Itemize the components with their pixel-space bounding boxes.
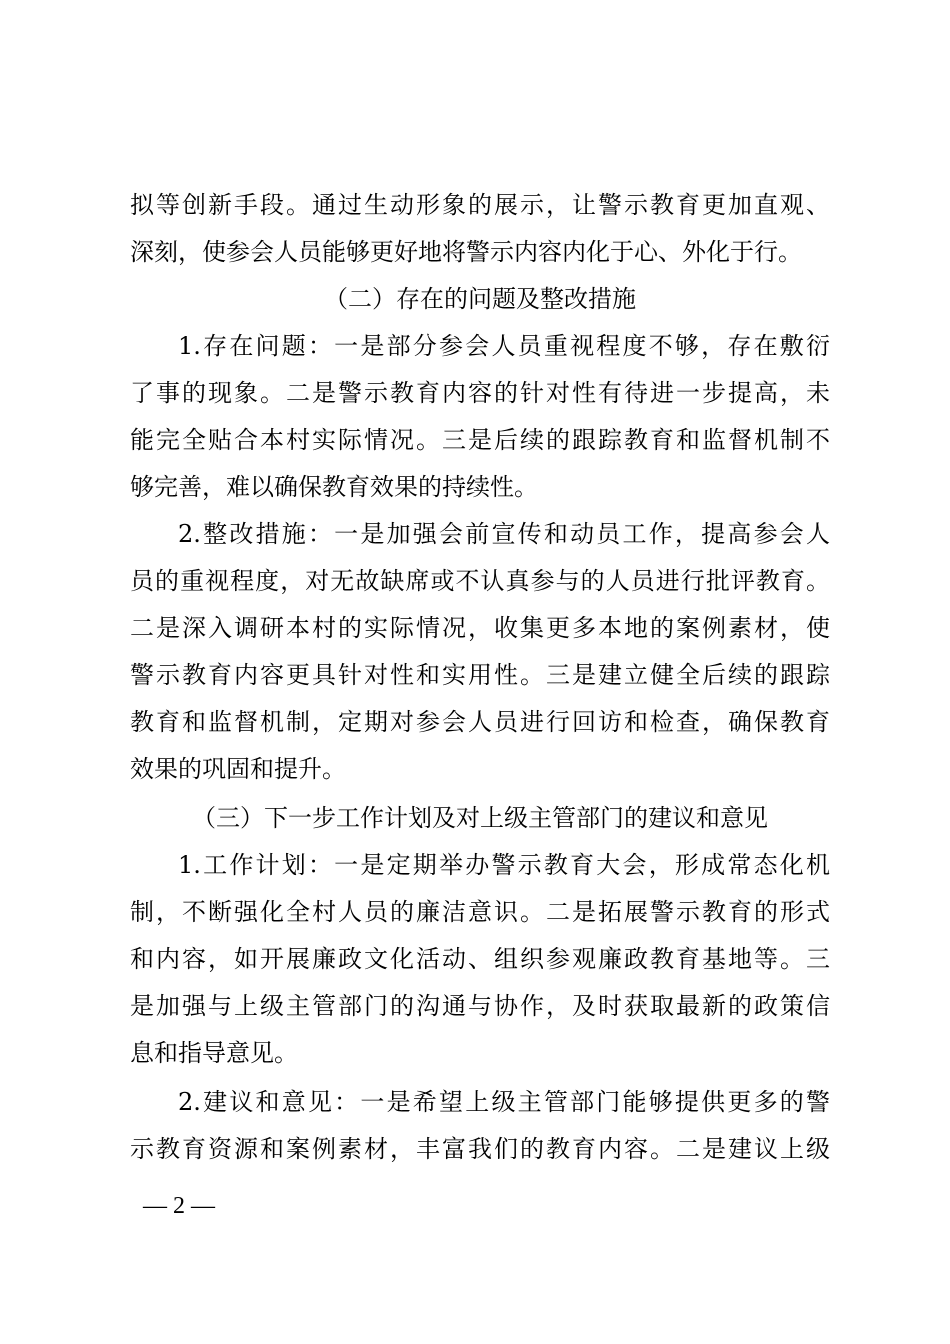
- page-number: — 2 —: [143, 1193, 215, 1219]
- section-heading-next-steps: （三）下一步工作计划及对上级主管部门的建议和意见: [192, 804, 768, 832]
- body-line: 示教育资源和案例素材，丰富我们的教育内容。二是建议上级: [130, 1135, 830, 1163]
- body-line: 员的重视程度，对无故缺席或不认真参与的人员进行批评教育。: [130, 567, 830, 595]
- body-line: 制，不断强化全村人员的廉洁意识。二是拓展警示教育的形式: [130, 898, 830, 926]
- document-body: [130, 182, 830, 1173]
- body-line: 了事的现象。二是警示教育内容的针对性有待进一步提高，未: [130, 379, 830, 407]
- body-line: 教育和监督机制，定期对参会人员进行回访和检查，确保教育: [130, 708, 830, 736]
- body-line: 拟等创新手段。通过生动形象的展示，让警示教育更加直观、: [130, 191, 830, 219]
- body-line: 1.工作计划：一是定期举办警示教育大会，形成常态化机: [178, 851, 830, 879]
- body-line: 2.建议和意见：一是希望上级主管部门能够提供更多的警: [178, 1088, 830, 1116]
- body-line: 二是深入调研本村的实际情况，收集更多本地的案例素材，使: [130, 614, 830, 642]
- body-line: 警示教育内容更具针对性和实用性。三是建立健全后续的跟踪: [130, 661, 830, 689]
- section-heading-problems: （二）存在的问题及整改措施: [324, 285, 636, 313]
- body-line: 息和指导意见。: [130, 1039, 298, 1067]
- body-line: 够完善，难以确保教育效果的持续性。: [130, 473, 538, 501]
- body-line: 1.存在问题：一是部分参会人员重视程度不够，存在敷衍: [178, 332, 830, 360]
- body-line: 效果的巩固和提升。: [130, 755, 346, 783]
- body-line: 能完全贴合本村实际情况。三是后续的跟踪教育和监督机制不: [130, 426, 830, 454]
- body-line: 和内容，如开展廉政文化活动、组织参观廉政教育基地等。三: [130, 945, 830, 973]
- body-line: 2.整改措施：一是加强会前宣传和动员工作，提高参会人: [178, 520, 830, 548]
- body-line: 深刻，使参会人员能够更好地将警示内容内化于心、外化于行。: [130, 238, 802, 266]
- body-line: 是加强与上级主管部门的沟通与协作，及时获取最新的政策信: [130, 992, 830, 1020]
